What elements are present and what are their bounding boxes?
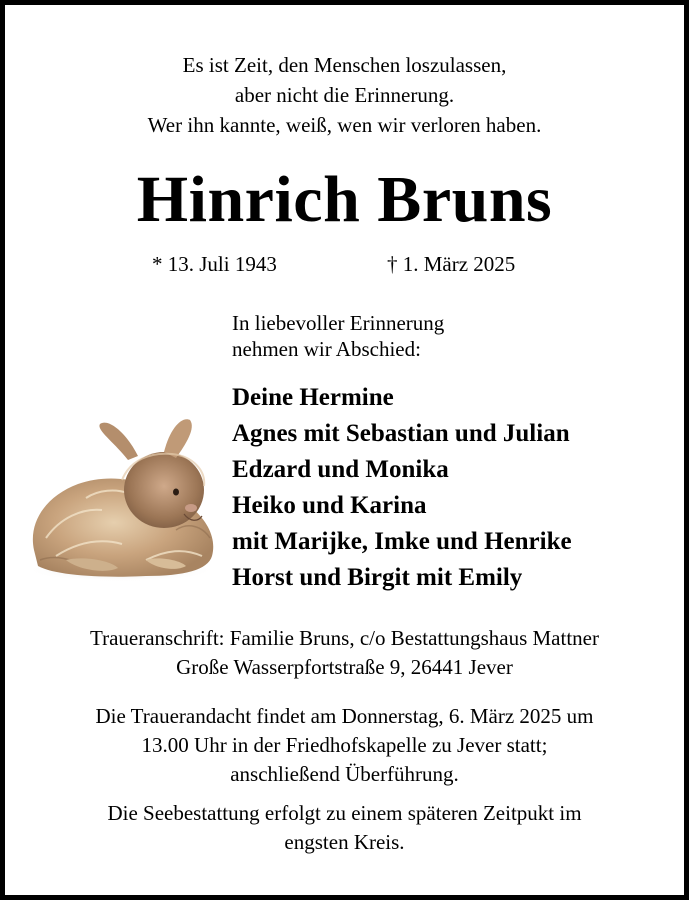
mourner-entry: Heiko und Karina [232,492,427,519]
intro-line: In liebevoller Erinnerung [232,311,445,335]
burial-line: engsten Kreis. [284,830,405,854]
memorial-verse [0,50,689,140]
service-line: Die Trauerandacht findet am Donnerstag, 6. März 2025 um [95,704,594,728]
mourner-entry: Edzard und Monika [232,456,449,483]
mourner-entry: Deine Hermine [232,384,394,411]
verse-line: aber nicht die Erinnerung. [234,83,455,107]
burial-info [0,799,689,857]
intro-line: nehmen wir Abschied: [232,337,421,361]
birth-date: * 13. Juli 1943 [152,252,277,276]
mourner-entry: Horst und Birgit mit Emily [232,564,523,591]
condolence-address [0,624,689,682]
address-line: Große Wasserpfortstraße 9, 26441 Jever [176,655,513,679]
burial-line: Die Seebestattung erfolgt zu einem späteren Zeitpukt im [107,801,582,825]
service-line: 13.00 Uhr in der Friedhofskapelle zu Jever statt; [141,733,548,757]
mourner-entry: Agnes mit Sebastian und Julian [232,420,570,447]
mourner-entry: mit Marijke, Imke und Henrike [232,528,572,555]
mourners-list [232,380,572,596]
verse-line: Es ist Zeit, den Menschen loszulassen, [182,53,507,77]
service-info [0,702,689,789]
service-line: anschließend Überführung. [230,762,459,786]
farewell-intro [232,310,444,362]
deceased-name: Hinrich Bruns [136,163,553,236]
verse-line: Wer ihn kannte, weiß, wen wir verloren haben. [147,113,542,137]
rabbit-illustration [26,410,221,585]
death-date: † 1. März 2025 [387,252,516,276]
address-line: Traueranschrift: Familie Bruns, c/o Bestattungshaus Mattner [90,626,599,650]
